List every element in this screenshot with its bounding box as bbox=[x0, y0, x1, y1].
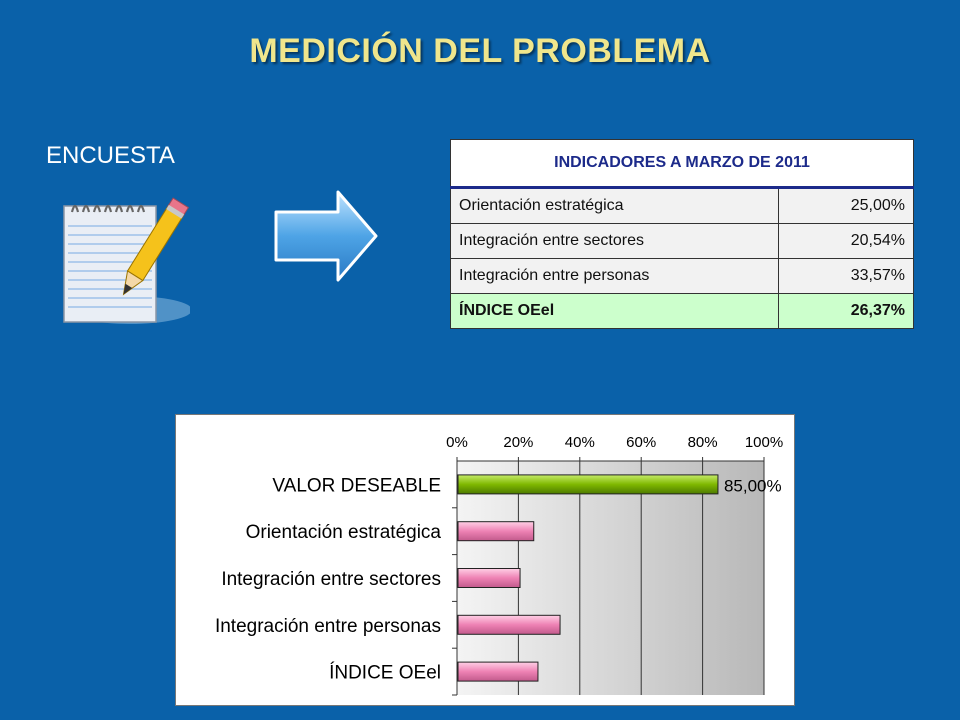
category-label: ÍNDICE OEel bbox=[329, 662, 441, 684]
x-tick-label: 80% bbox=[687, 434, 718, 451]
x-tick-label: 0% bbox=[446, 434, 468, 451]
bar bbox=[458, 662, 538, 681]
category-label: VALOR DESEABLE bbox=[272, 475, 441, 497]
x-tick-label: 40% bbox=[564, 434, 595, 451]
table-header: INDICADORES A MARZO DE 2011 bbox=[451, 140, 914, 188]
row-value: 33,57% bbox=[779, 259, 914, 294]
data-label: 85,00% bbox=[723, 476, 782, 496]
table-row bbox=[451, 224, 914, 259]
bar bbox=[458, 475, 718, 494]
row-value: 20,54% bbox=[779, 224, 914, 259]
bar bbox=[458, 615, 560, 634]
row-value: 25,00% bbox=[779, 188, 914, 224]
section-label: ENCUESTA bbox=[46, 142, 175, 169]
row-label: Integración entre personas bbox=[451, 259, 779, 294]
bar bbox=[458, 522, 534, 541]
arrow-right-icon bbox=[274, 190, 380, 287]
x-tick-label: 20% bbox=[503, 434, 534, 451]
indicators-table bbox=[450, 139, 914, 329]
bar-chart bbox=[175, 414, 795, 706]
category-label: Integración entre personas bbox=[214, 615, 441, 637]
row-label: Orientación estratégica bbox=[451, 188, 779, 224]
table-row bbox=[451, 188, 914, 224]
notepad-pencil-icon bbox=[50, 192, 190, 337]
bar-chart-svg bbox=[176, 415, 794, 705]
total-label: ÍNDICE OEel bbox=[451, 294, 779, 329]
bar bbox=[458, 569, 520, 588]
category-label: Orientación estratégica bbox=[245, 522, 441, 544]
category-label: Integración entre sectores bbox=[221, 569, 441, 590]
total-value: 26,37% bbox=[779, 294, 914, 329]
table-row bbox=[451, 259, 914, 294]
x-tick-label: 100% bbox=[744, 434, 784, 451]
x-tick-label: 60% bbox=[626, 434, 657, 451]
total-row bbox=[451, 294, 914, 329]
slide-title: MEDICIÓN DEL PROBLEMA bbox=[249, 32, 711, 70]
row-label: Integración entre sectores bbox=[451, 224, 779, 259]
